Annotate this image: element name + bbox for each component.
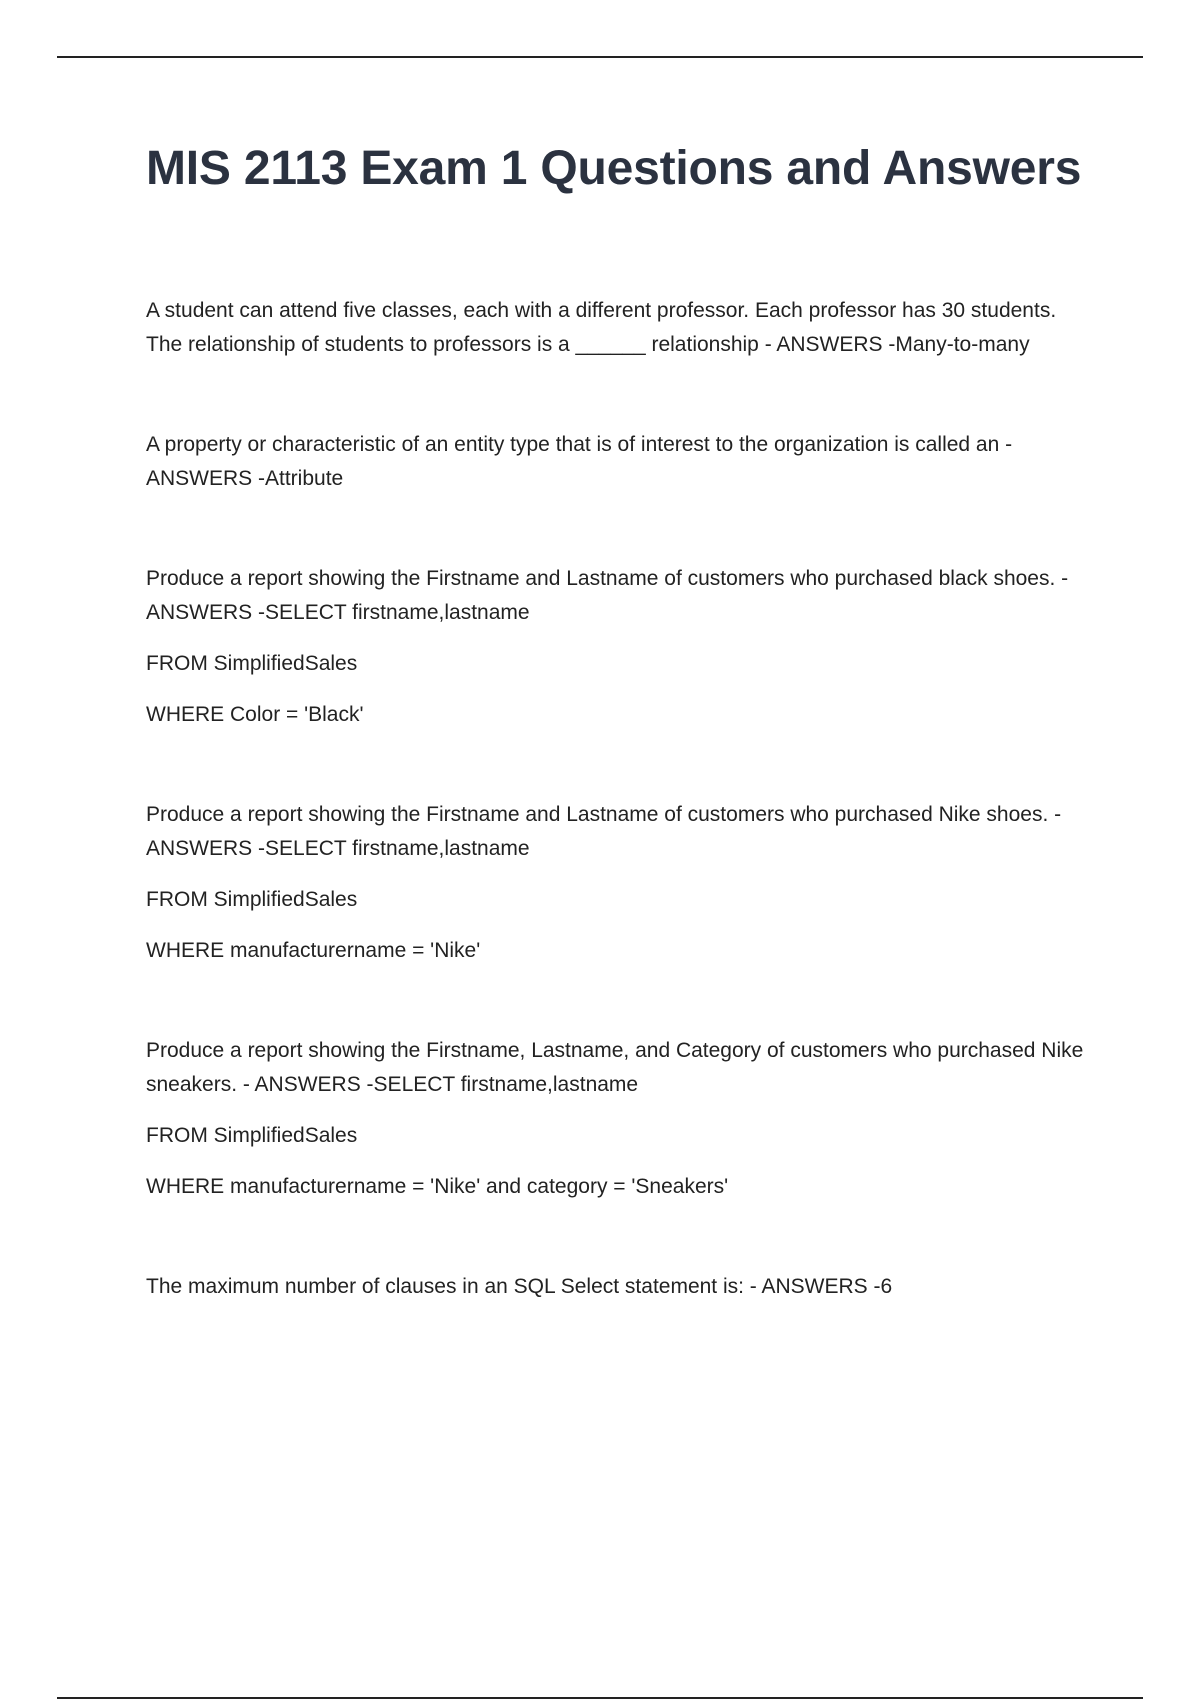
sql-from-line: FROM SimplifiedSales: [146, 1124, 358, 1147]
sql-where-line: WHERE Color = 'Black': [146, 703, 364, 726]
sql-from-line: FROM SimplifiedSales: [146, 652, 358, 675]
top-divider: [57, 56, 1143, 58]
qa-item-1: [146, 294, 1096, 362]
bottom-divider: [57, 1697, 1143, 1699]
document-page: [146, 140, 1096, 1370]
document-title: MIS 2113 Exam 1 Questions and Answers: [146, 142, 1082, 195]
qa-list: [146, 294, 1096, 1304]
qa-item-4: [146, 798, 1096, 968]
qa-text: Produce a report showing the Firstname and Lastname of customers who purchased Nike shoes. - ANSWERS -SELECT firstname,lastname: [146, 803, 1062, 860]
qa-item-5: [146, 1034, 1096, 1204]
qa-item-2: [146, 428, 1096, 496]
qa-item-6: [146, 1270, 1096, 1304]
qa-text: Produce a report showing the Firstname and Lastname of customers who purchased black shoes. - ANSWERS -SELECT firstname,lastname: [146, 567, 1069, 624]
qa-text: The maximum number of clauses in an SQL Select statement is: - ANSWERS -6: [146, 1275, 893, 1298]
qa-item-3: [146, 562, 1096, 732]
qa-text: Produce a report showing the Firstname, Lastname, and Category of customers who purchased Nike sneakers. - ANSWERS -SELECT firstname,lastname: [146, 1039, 1084, 1096]
sql-from-line: FROM SimplifiedSales: [146, 888, 358, 911]
qa-text: A property or characteristic of an entity type that is of interest to the organization is called an - ANSWERS -Attribute: [146, 433, 1013, 490]
sql-where-line: WHERE manufacturername = 'Nike' and category = 'Sneakers': [146, 1175, 729, 1198]
sql-where-line: WHERE manufacturername = 'Nike': [146, 939, 481, 962]
qa-text: A student can attend five classes, each with a different professor. Each professor has 30 students. The relationship of students to professors is a ______ relationship - ANSWERS -Many-to-many: [146, 299, 1057, 356]
